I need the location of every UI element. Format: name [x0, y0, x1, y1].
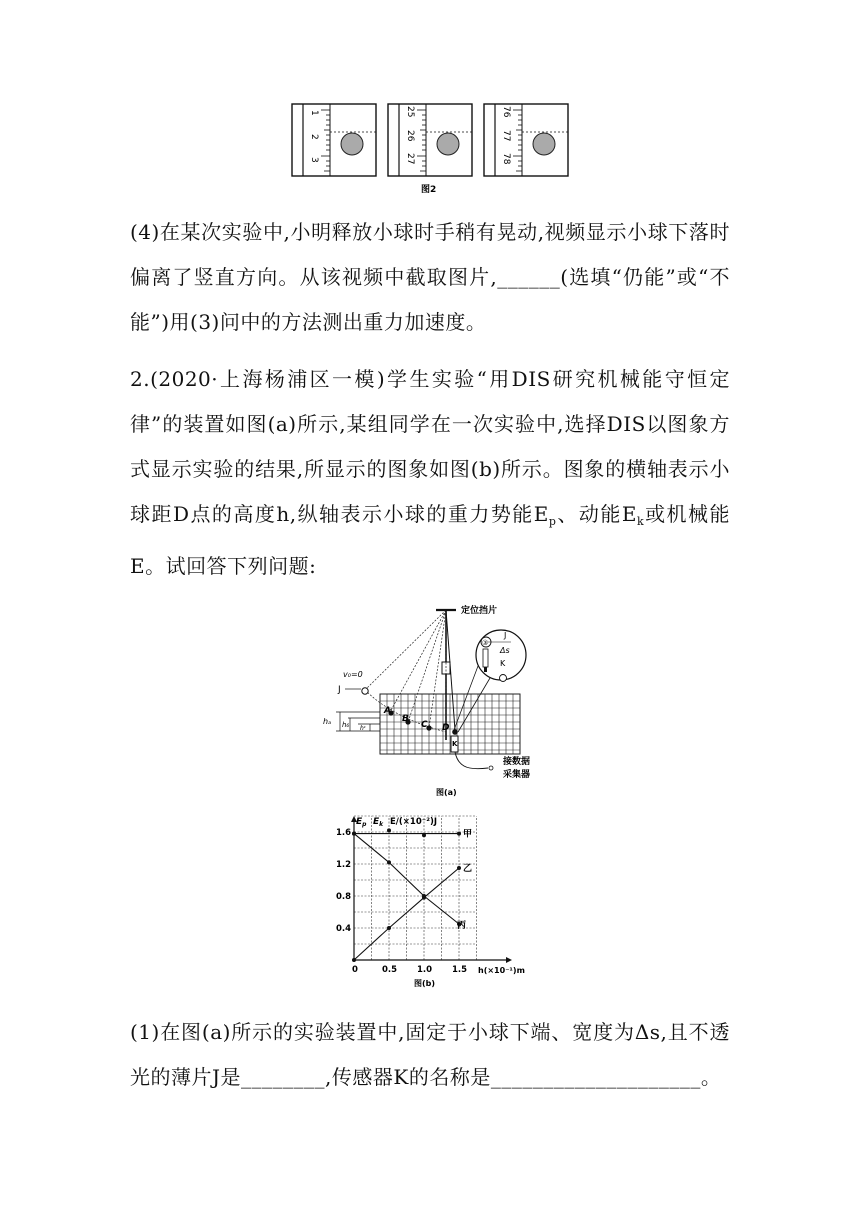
- series-label: 丙: [457, 921, 467, 931]
- height-a-label: hₐ: [323, 717, 332, 726]
- question-4: [130, 210, 730, 345]
- svg-text:K: K: [452, 740, 458, 748]
- ruler-tick-1b: 2: [309, 134, 319, 140]
- x-axis-label: h(×10⁻¹)m: [478, 966, 525, 975]
- q1-blank-1[interactable]: ________: [241, 1065, 326, 1089]
- series-label: 乙: [463, 864, 473, 874]
- ek-subscript: k: [636, 515, 645, 528]
- x-tick-label: 1.0: [417, 965, 433, 975]
- data-point: [457, 832, 461, 836]
- data-point: [387, 828, 391, 832]
- question-2: [130, 357, 730, 589]
- q1-blank-2[interactable]: ____________________: [490, 1065, 701, 1089]
- figure-2: [285, 100, 575, 200]
- y-tick-label: 1.6: [336, 828, 352, 838]
- stopper-label: 定位挡片: [461, 606, 498, 616]
- ep-subscript: p: [548, 515, 557, 528]
- ruler-tick-2a: 25: [405, 106, 415, 118]
- data-point: [422, 894, 426, 898]
- height-c-label: hᶜ: [360, 725, 367, 732]
- y-axis-unit: E/(×10⁻²)J: [390, 817, 438, 827]
- data-point: [457, 866, 461, 870]
- ruler-tick-3c: 78: [501, 153, 511, 165]
- q4-blank[interactable]: ______: [497, 265, 561, 289]
- figure-b-caption: 图(b): [414, 979, 436, 988]
- q1-text-3: 。: [700, 1065, 722, 1089]
- mag-k-label: K: [500, 659, 506, 668]
- question-1: [130, 1010, 730, 1100]
- y-tick-label: 0.8: [336, 892, 352, 902]
- series-label: 甲: [463, 829, 473, 840]
- data-point: [387, 926, 391, 930]
- q1-text-1: (1)在图(a)所示的实验装置中,固定于小球下端、宽度为Δs,且不透光的薄片J是: [130, 1020, 730, 1089]
- x-tick-label: 1.5: [452, 965, 468, 975]
- figure-b-chart: [318, 810, 543, 995]
- q2-text: 2.(2020·上海杨浦区一模)学生实验“用DIS研究机械能守恒定律”的装置如图(a)所示,某组同学在一次实验中,选择DIS以图象方式显示实验的结果,所显示的图象如图(b)所示。图象的横轴表示小球距D点的高度h,纵轴表示小球的重力势能E: [130, 367, 730, 526]
- ruler-panel-1: [292, 104, 376, 176]
- ruler-tick-3b: 77: [501, 130, 511, 142]
- q4-text-before: (4)在某次实验中,小明释放小球时手稍有晃动,视频显示小球下落时偏离了竖直方向。从该视频中截取图片,: [130, 220, 730, 289]
- grid-board: [380, 694, 520, 754]
- ruler-tick-2c: 27: [405, 153, 415, 165]
- v0-label: v₀=0: [343, 670, 363, 679]
- collector-label-1: 接数据: [503, 757, 531, 767]
- point-label-b: B: [402, 714, 409, 724]
- y-axis-label-ek: $E_k$: [373, 817, 384, 828]
- figure-a: [318, 600, 543, 800]
- q2-text-end: 或机械能E。试回答下列问题:: [130, 502, 731, 578]
- collector-label-2: 采集器: [503, 770, 531, 780]
- q4-text-after: (选填“仍能”或“不能”)用(3)问中的方法测出重力加速度。: [130, 265, 730, 334]
- mag-j-label: J: [504, 631, 507, 640]
- figure-2-caption: 图2: [421, 185, 437, 195]
- ball: [533, 133, 555, 155]
- point-label-a: A: [384, 706, 391, 716]
- ball: [341, 133, 363, 155]
- height-b-label: h₆: [342, 721, 350, 729]
- figure-a-caption: 图(a): [436, 788, 457, 797]
- ruler-panel-2: [388, 104, 472, 176]
- data-point: [352, 958, 356, 962]
- delta-s-label: Δs: [500, 646, 510, 655]
- circle-number: ③: [482, 639, 489, 647]
- j-label: J: [338, 685, 341, 695]
- data-point: [422, 833, 426, 837]
- ruler-panel-3: [484, 104, 568, 176]
- point-label-c: C: [421, 720, 428, 730]
- y-tick-label: 1.2: [336, 860, 352, 870]
- x-tick-label: 0: [352, 965, 358, 975]
- point-label-d: D: [442, 723, 450, 733]
- ruler-tick-1a: 1: [309, 110, 319, 116]
- ruler-tick-1c: 3: [309, 157, 319, 163]
- ruler-tick-3a: 76: [501, 106, 511, 118]
- ruler-tick-2b: 26: [405, 130, 415, 142]
- x-tick-label: 0.5: [382, 965, 398, 975]
- y-axis-label-e: $E_p$: [356, 817, 367, 828]
- data-point: [352, 832, 356, 836]
- q1-text-2: ,传感器K的名称是: [325, 1065, 491, 1089]
- q2-text-mid: 、动能E: [556, 502, 637, 526]
- y-tick-label: 0.4: [336, 924, 352, 934]
- data-point: [387, 860, 391, 864]
- ball: [437, 133, 459, 155]
